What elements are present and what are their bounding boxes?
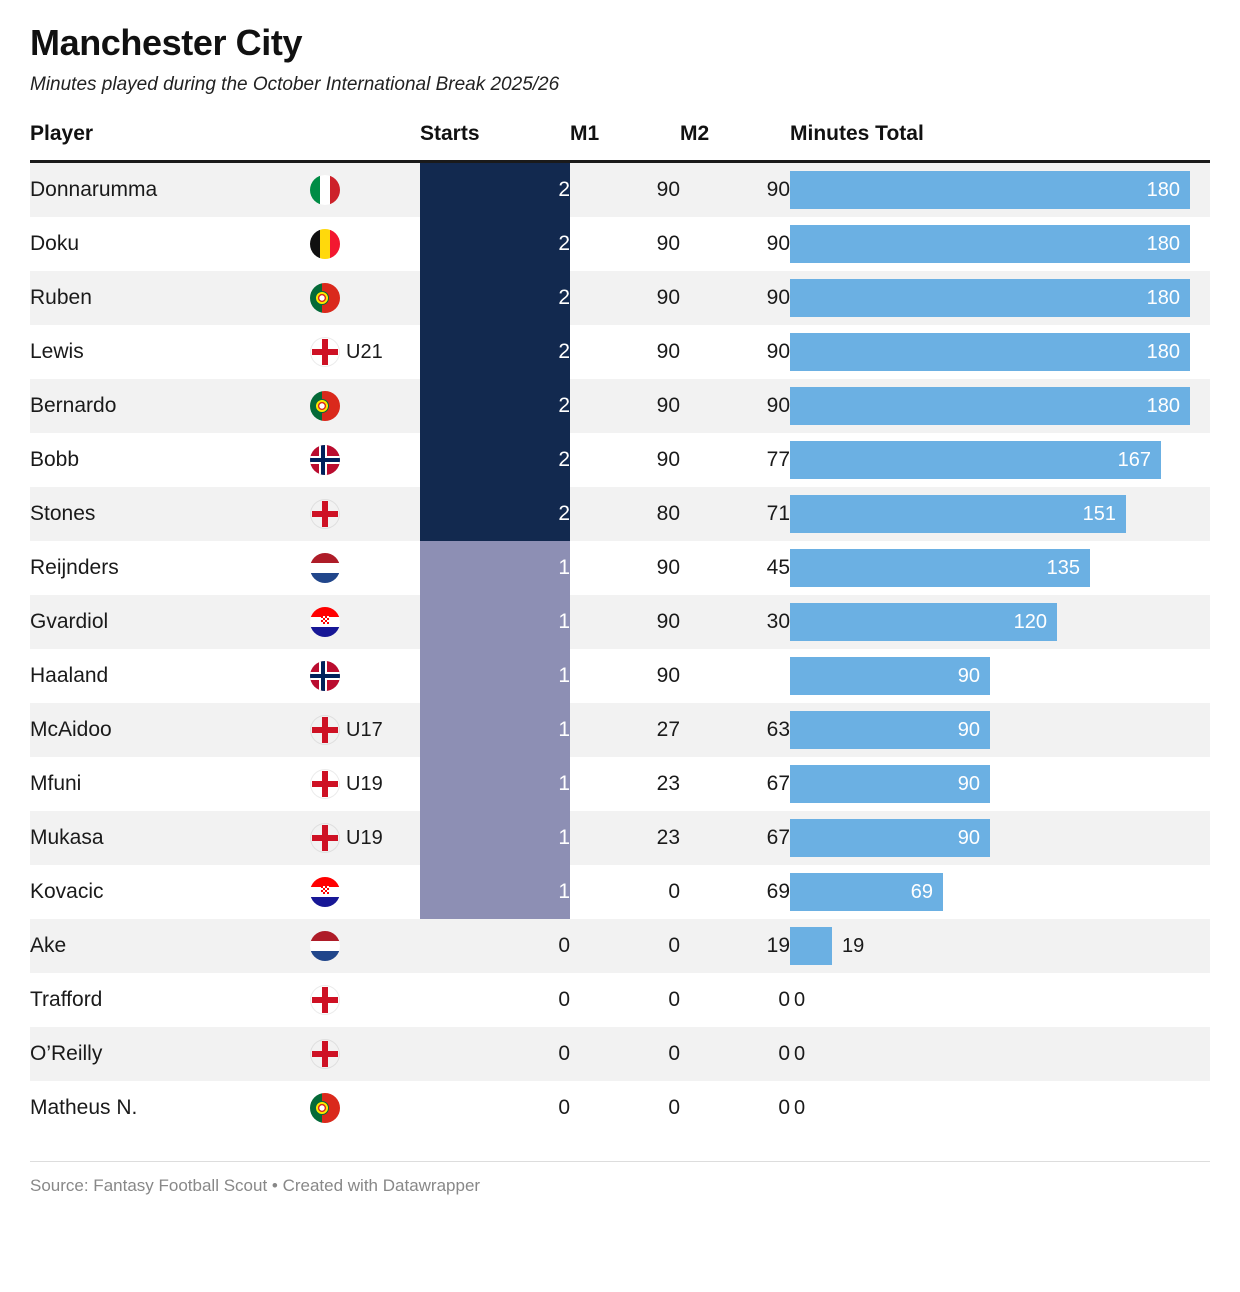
age-group-label: U19: [346, 826, 383, 849]
belgium-flag-icon: [310, 229, 340, 259]
m2-cell: 90: [680, 162, 790, 218]
m1-cell: 0: [570, 1027, 680, 1081]
minutes-total-cell: [790, 649, 1210, 703]
table-row: [30, 1081, 1210, 1135]
m2-cell: 0: [680, 1027, 790, 1081]
starts-cell: 0: [420, 919, 570, 973]
norway-flag-icon: [310, 661, 340, 691]
starts-cell: 2: [420, 162, 570, 218]
player-name: McAidoo: [30, 718, 112, 741]
table-row: [30, 541, 1210, 595]
player-cell: [30, 1027, 420, 1081]
starts-cell: 1: [420, 811, 570, 865]
bar-value-label: 0: [794, 1096, 806, 1119]
bar-wrapper: [790, 927, 1210, 965]
m2-cell: 90: [680, 325, 790, 379]
bar-value-label: 151: [1082, 502, 1116, 525]
bar-value-label: 90: [957, 826, 980, 849]
table-row: [30, 757, 1210, 811]
starts-cell: 2: [420, 379, 570, 433]
table-row: [30, 487, 1210, 541]
bar-value-label: 90: [957, 772, 980, 795]
bar-value-label: 0: [794, 988, 806, 1011]
player-name: Stones: [30, 502, 96, 525]
table-row: [30, 379, 1210, 433]
m2-cell: 0: [680, 973, 790, 1027]
table-row: [30, 811, 1210, 865]
age-group-label: U17: [346, 718, 383, 741]
bar-wrapper: [790, 549, 1210, 587]
m2-cell: 0: [680, 1081, 790, 1135]
minutes-bar: [790, 171, 1190, 209]
m2-cell: 30: [680, 595, 790, 649]
minutes-total-cell: [790, 703, 1210, 757]
m2-cell: 90: [680, 217, 790, 271]
country-flag-group: [310, 1039, 402, 1069]
minutes-bar: [790, 441, 1161, 479]
croatia-flag-icon: [310, 607, 340, 637]
england-flag-icon: [310, 823, 340, 853]
country-flag-group: [310, 769, 402, 799]
player-cell: [30, 541, 420, 595]
m2-cell: 67: [680, 757, 790, 811]
player-cell: [30, 865, 420, 919]
minutes-total-cell: [790, 757, 1210, 811]
starts-cell: 2: [420, 487, 570, 541]
norway-flag-icon: [310, 445, 340, 475]
bar-value-label: 19: [842, 934, 865, 957]
minutes-total-cell: [790, 325, 1210, 379]
england-flag-icon: [310, 769, 340, 799]
minutes-bar: [790, 927, 832, 965]
country-flag-group: [310, 229, 402, 259]
starts-cell: 2: [420, 325, 570, 379]
m1-cell: 0: [570, 865, 680, 919]
country-flag-group: [310, 607, 402, 637]
starts-cell: 0: [420, 973, 570, 1027]
player-name: Mukasa: [30, 826, 104, 849]
table-row: [30, 703, 1210, 757]
country-flag-group: [310, 715, 402, 745]
minutes-total-cell: [790, 1027, 1210, 1081]
player-cell: [30, 379, 420, 433]
player-cell: [30, 919, 420, 973]
starts-cell: 2: [420, 433, 570, 487]
minutes-bar: [790, 765, 990, 803]
source-note: Source: Fantasy Football Scout • Created with Datawrapper: [30, 1161, 1210, 1196]
column-header-m1: M1: [570, 122, 680, 162]
minutes-bar: [790, 873, 943, 911]
m1-cell: 0: [570, 973, 680, 1027]
bar-value-label: 180: [1146, 394, 1180, 417]
player-name: Gvardiol: [30, 610, 109, 633]
m2-cell: 90: [680, 379, 790, 433]
player-name: O’Reilly: [30, 1042, 103, 1065]
bar-value-label: 180: [1146, 178, 1180, 201]
column-header-minutes-total: Minutes Total: [790, 122, 1210, 162]
starts-cell: 2: [420, 217, 570, 271]
portugal-flag-icon: [310, 1093, 340, 1123]
player-name: Matheus N.: [30, 1096, 138, 1119]
country-flag-group: [310, 661, 402, 691]
player-cell: [30, 433, 420, 487]
player-cell: [30, 757, 420, 811]
table-header: [30, 122, 1210, 162]
player-cell: [30, 271, 420, 325]
player-cell: [30, 487, 420, 541]
country-flag-group: [310, 553, 402, 583]
player-name: Lewis: [30, 340, 84, 363]
table-row: [30, 973, 1210, 1027]
bar-wrapper: [790, 657, 1210, 695]
table-row: [30, 865, 1210, 919]
country-flag-group: [310, 823, 402, 853]
m1-cell: 90: [570, 162, 680, 218]
column-header-m2: M2: [680, 122, 790, 162]
m1-cell: 23: [570, 811, 680, 865]
player-cell: [30, 325, 420, 379]
minutes-total-cell: [790, 217, 1210, 271]
m1-cell: 90: [570, 379, 680, 433]
bar-wrapper: [790, 873, 1210, 911]
minutes-bar: [790, 279, 1190, 317]
player-name: Reijnders: [30, 556, 119, 579]
minutes-total-cell: [790, 271, 1210, 325]
minutes-total-cell: [790, 973, 1210, 1027]
starts-cell: 1: [420, 703, 570, 757]
minutes-total-cell: [790, 433, 1210, 487]
age-group-label: U21: [346, 340, 383, 363]
player-name: Trafford: [30, 988, 103, 1011]
bar-wrapper: [790, 225, 1210, 263]
player-cell: [30, 217, 420, 271]
bar-wrapper: [790, 1035, 1210, 1073]
country-flag-group: [310, 337, 402, 367]
minutes-total-cell: [790, 595, 1210, 649]
country-flag-group: [310, 931, 402, 961]
table-row: [30, 162, 1210, 218]
player-cell: [30, 973, 420, 1027]
bar-wrapper: [790, 981, 1210, 1019]
country-flag-group: [310, 391, 402, 421]
player-name: Donnarumma: [30, 178, 158, 201]
player-name: Doku: [30, 232, 80, 255]
table-row: [30, 217, 1210, 271]
minutes-bar: [790, 333, 1190, 371]
page-subtitle: Minutes played during the October International Break 2025/26: [30, 74, 560, 95]
croatia-flag-icon: [310, 877, 340, 907]
bar-value-label: 0: [794, 1042, 806, 1065]
minutes-bar: [790, 495, 1126, 533]
bar-wrapper: [790, 711, 1210, 749]
portugal-flag-icon: [310, 283, 340, 313]
m1-cell: 90: [570, 325, 680, 379]
minutes-table: [30, 122, 1210, 1135]
starts-cell: 1: [420, 649, 570, 703]
m2-cell: 63: [680, 703, 790, 757]
m2-cell: 71: [680, 487, 790, 541]
bar-value-label: 69: [910, 880, 933, 903]
country-flag-group: [310, 877, 402, 907]
england-flag-icon: [310, 1039, 340, 1069]
m2-cell: 45: [680, 541, 790, 595]
m2-cell: 69: [680, 865, 790, 919]
italy-flag-icon: [310, 175, 340, 205]
country-flag-group: [310, 175, 402, 205]
england-flag-icon: [310, 499, 340, 529]
bar-wrapper: [790, 387, 1210, 425]
m1-cell: 90: [570, 433, 680, 487]
m2-cell: 19: [680, 919, 790, 973]
starts-cell: 1: [420, 595, 570, 649]
table-row: [30, 649, 1210, 703]
page-title: Manchester City: [30, 22, 303, 63]
player-name: Bernardo: [30, 394, 117, 417]
minutes-total-cell: [790, 541, 1210, 595]
player-name: Kovacic: [30, 880, 104, 903]
bar-value-label: 167: [1117, 448, 1151, 471]
player-name: Ake: [30, 934, 67, 957]
m1-cell: 0: [570, 919, 680, 973]
bar-wrapper: [790, 279, 1210, 317]
m2-cell: 90: [680, 271, 790, 325]
bar-wrapper: [790, 495, 1210, 533]
minutes-bar: [790, 549, 1090, 587]
england-flag-icon: [310, 715, 340, 745]
england-flag-icon: [310, 985, 340, 1015]
player-name: Ruben: [30, 286, 92, 309]
portugal-flag-icon: [310, 391, 340, 421]
bar-wrapper: [790, 819, 1210, 857]
table-row: [30, 919, 1210, 973]
table-row: [30, 325, 1210, 379]
m2-cell: 77: [680, 433, 790, 487]
table-row: [30, 271, 1210, 325]
m1-cell: 90: [570, 217, 680, 271]
player-cell: [30, 703, 420, 757]
minutes-total-cell: [790, 919, 1210, 973]
netherlands-flag-icon: [310, 931, 340, 961]
starts-cell: 1: [420, 865, 570, 919]
country-flag-group: [310, 283, 402, 313]
starts-cell: 1: [420, 541, 570, 595]
m1-cell: 90: [570, 271, 680, 325]
starts-cell: 0: [420, 1027, 570, 1081]
m1-cell: 80: [570, 487, 680, 541]
bar-value-label: 180: [1146, 232, 1180, 255]
table-body: [30, 162, 1210, 1136]
bar-wrapper: [790, 441, 1210, 479]
country-flag-group: [310, 445, 402, 475]
age-group-label: U19: [346, 772, 383, 795]
m1-cell: 90: [570, 595, 680, 649]
table-row: [30, 1027, 1210, 1081]
bar-value-label: 135: [1046, 556, 1080, 579]
m1-cell: 27: [570, 703, 680, 757]
minutes-total-cell: [790, 865, 1210, 919]
bar-value-label: 90: [957, 718, 980, 741]
minutes-bar: [790, 603, 1057, 641]
minutes-total-cell: [790, 379, 1210, 433]
minutes-bar: [790, 225, 1190, 263]
m2-cell: [680, 649, 790, 703]
player-cell: [30, 1081, 420, 1135]
country-flag-group: [310, 985, 402, 1015]
m1-cell: 90: [570, 649, 680, 703]
bar-wrapper: [790, 765, 1210, 803]
player-cell: [30, 595, 420, 649]
player-name: Mfuni: [30, 772, 82, 795]
bar-value-label: 120: [1013, 610, 1047, 633]
minutes-total-cell: [790, 1081, 1210, 1135]
column-header-player: Player: [30, 122, 420, 162]
minutes-bar: [790, 657, 990, 695]
england-flag-icon: [310, 337, 340, 367]
starts-cell: 2: [420, 271, 570, 325]
m1-cell: 0: [570, 1081, 680, 1135]
minutes-bar: [790, 819, 990, 857]
minutes-total-cell: [790, 811, 1210, 865]
table-row: [30, 595, 1210, 649]
country-flag-group: [310, 499, 402, 529]
player-cell: [30, 649, 420, 703]
column-header-starts: Starts: [420, 122, 570, 162]
minutes-total-cell: [790, 487, 1210, 541]
m1-cell: 90: [570, 541, 680, 595]
starts-cell: 1: [420, 757, 570, 811]
minutes-bar: [790, 387, 1190, 425]
m2-cell: 67: [680, 811, 790, 865]
bar-wrapper: [790, 171, 1210, 209]
bar-wrapper: [790, 333, 1210, 371]
player-cell: [30, 811, 420, 865]
bar-value-label: 90: [957, 664, 980, 687]
minutes-total-cell: [790, 162, 1210, 218]
m1-cell: 23: [570, 757, 680, 811]
player-cell: [30, 162, 420, 218]
bar-value-label: 180: [1146, 340, 1180, 363]
player-name: Bobb: [30, 448, 80, 471]
player-name: Haaland: [30, 664, 109, 687]
bar-wrapper: [790, 1089, 1210, 1127]
bar-value-label: 180: [1146, 286, 1180, 309]
netherlands-flag-icon: [310, 553, 340, 583]
minutes-bar: [790, 711, 990, 749]
bar-wrapper: [790, 603, 1210, 641]
table-row: [30, 433, 1210, 487]
starts-cell: 0: [420, 1081, 570, 1135]
country-flag-group: [310, 1093, 402, 1123]
